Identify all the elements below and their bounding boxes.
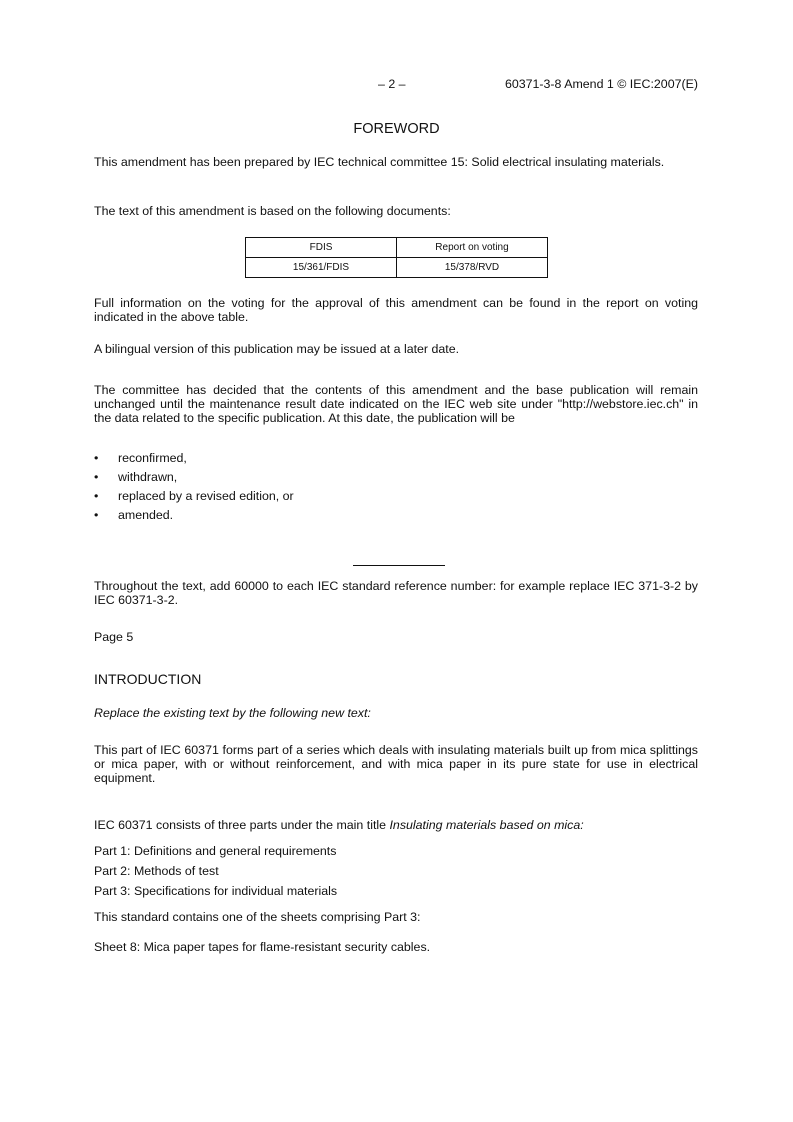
table-header-row [246,238,548,258]
voting-documents-table [245,237,548,278]
page-number: – 2 – [378,77,406,91]
list-item-text: reconfirmed, [118,451,187,465]
list-item-text: amended. [118,508,174,522]
bullet-icon: • [94,489,99,503]
foreword-heading: FOREWORD [353,121,440,137]
list-item-text: withdrawn, [118,470,178,484]
introduction-paragraph-2 [94,819,698,833]
foreword-paragraph-3: Full information on the voting for the approval of this amendment can be found in the report on voting indicated in the above table. [94,296,698,324]
list-item-text: replaced by a revised edition, or [118,489,294,503]
bullet-icon: • [94,470,99,484]
table-cell: 15/378/RVD [397,258,548,278]
section-divider [353,565,445,566]
page-reference: Page 5 [94,630,134,644]
table-cell: 15/361/FDIS [246,258,397,278]
table-row [246,258,548,278]
part-item: Part 1: Definitions and general requirements [94,844,337,858]
paragraph-text: IEC 60371 consists of three parts under the main title [94,818,390,832]
introduction-heading: INTRODUCTION [94,671,202,687]
introduction-instruction: Replace the existing text by the following new text: [94,706,371,720]
part-item: Part 3: Specifications for individual materials [94,884,338,898]
introduction-paragraph-1: This part of IEC 60371 forms part of a series which deals with insulating materials built up from mica splittings or mica paper, with or without reinforcement, and with mica paper in its pure state for use in electrical equipment. [94,743,698,785]
table-header-cell: FDIS [246,238,397,258]
introduction-paragraph-4: Sheet 8: Mica paper tapes for flame-resistant security cables. [94,940,431,954]
bullet-icon: • [94,451,99,465]
table-header-cell: Report on voting [397,238,548,258]
foreword-paragraph-6: Throughout the text, add 60000 to each IEC standard reference number: for example replace IEC 371-3-2 by IEC 60371-3-2. [94,579,698,607]
foreword-paragraph-5: The committee has decided that the contents of this amendment and the base publication will remain unchanged until the maintenance result date indicated on the IEC web site under "http://webstore.iec.ch" in the data related to the specific publication. At this date, the publication will be [94,383,698,425]
document-reference: 60371-3-8 Amend 1 © IEC:2007(E) [504,77,698,91]
bullet-icon: • [94,508,99,522]
foreword-paragraph-2: The text of this amendment is based on the following documents: [94,204,451,218]
foreword-paragraph-4: A bilingual version of this publication may be issued at a later date. [94,342,460,356]
main-title: Insulating materials based on mica: [389,818,584,832]
part-item: Part 2: Methods of test [94,864,219,878]
introduction-paragraph-3: This standard contains one of the sheets comprising Part 3: [94,910,421,924]
foreword-paragraph-1: This amendment has been prepared by IEC technical committee 15: Solid electrical insulating materials. [94,155,665,169]
